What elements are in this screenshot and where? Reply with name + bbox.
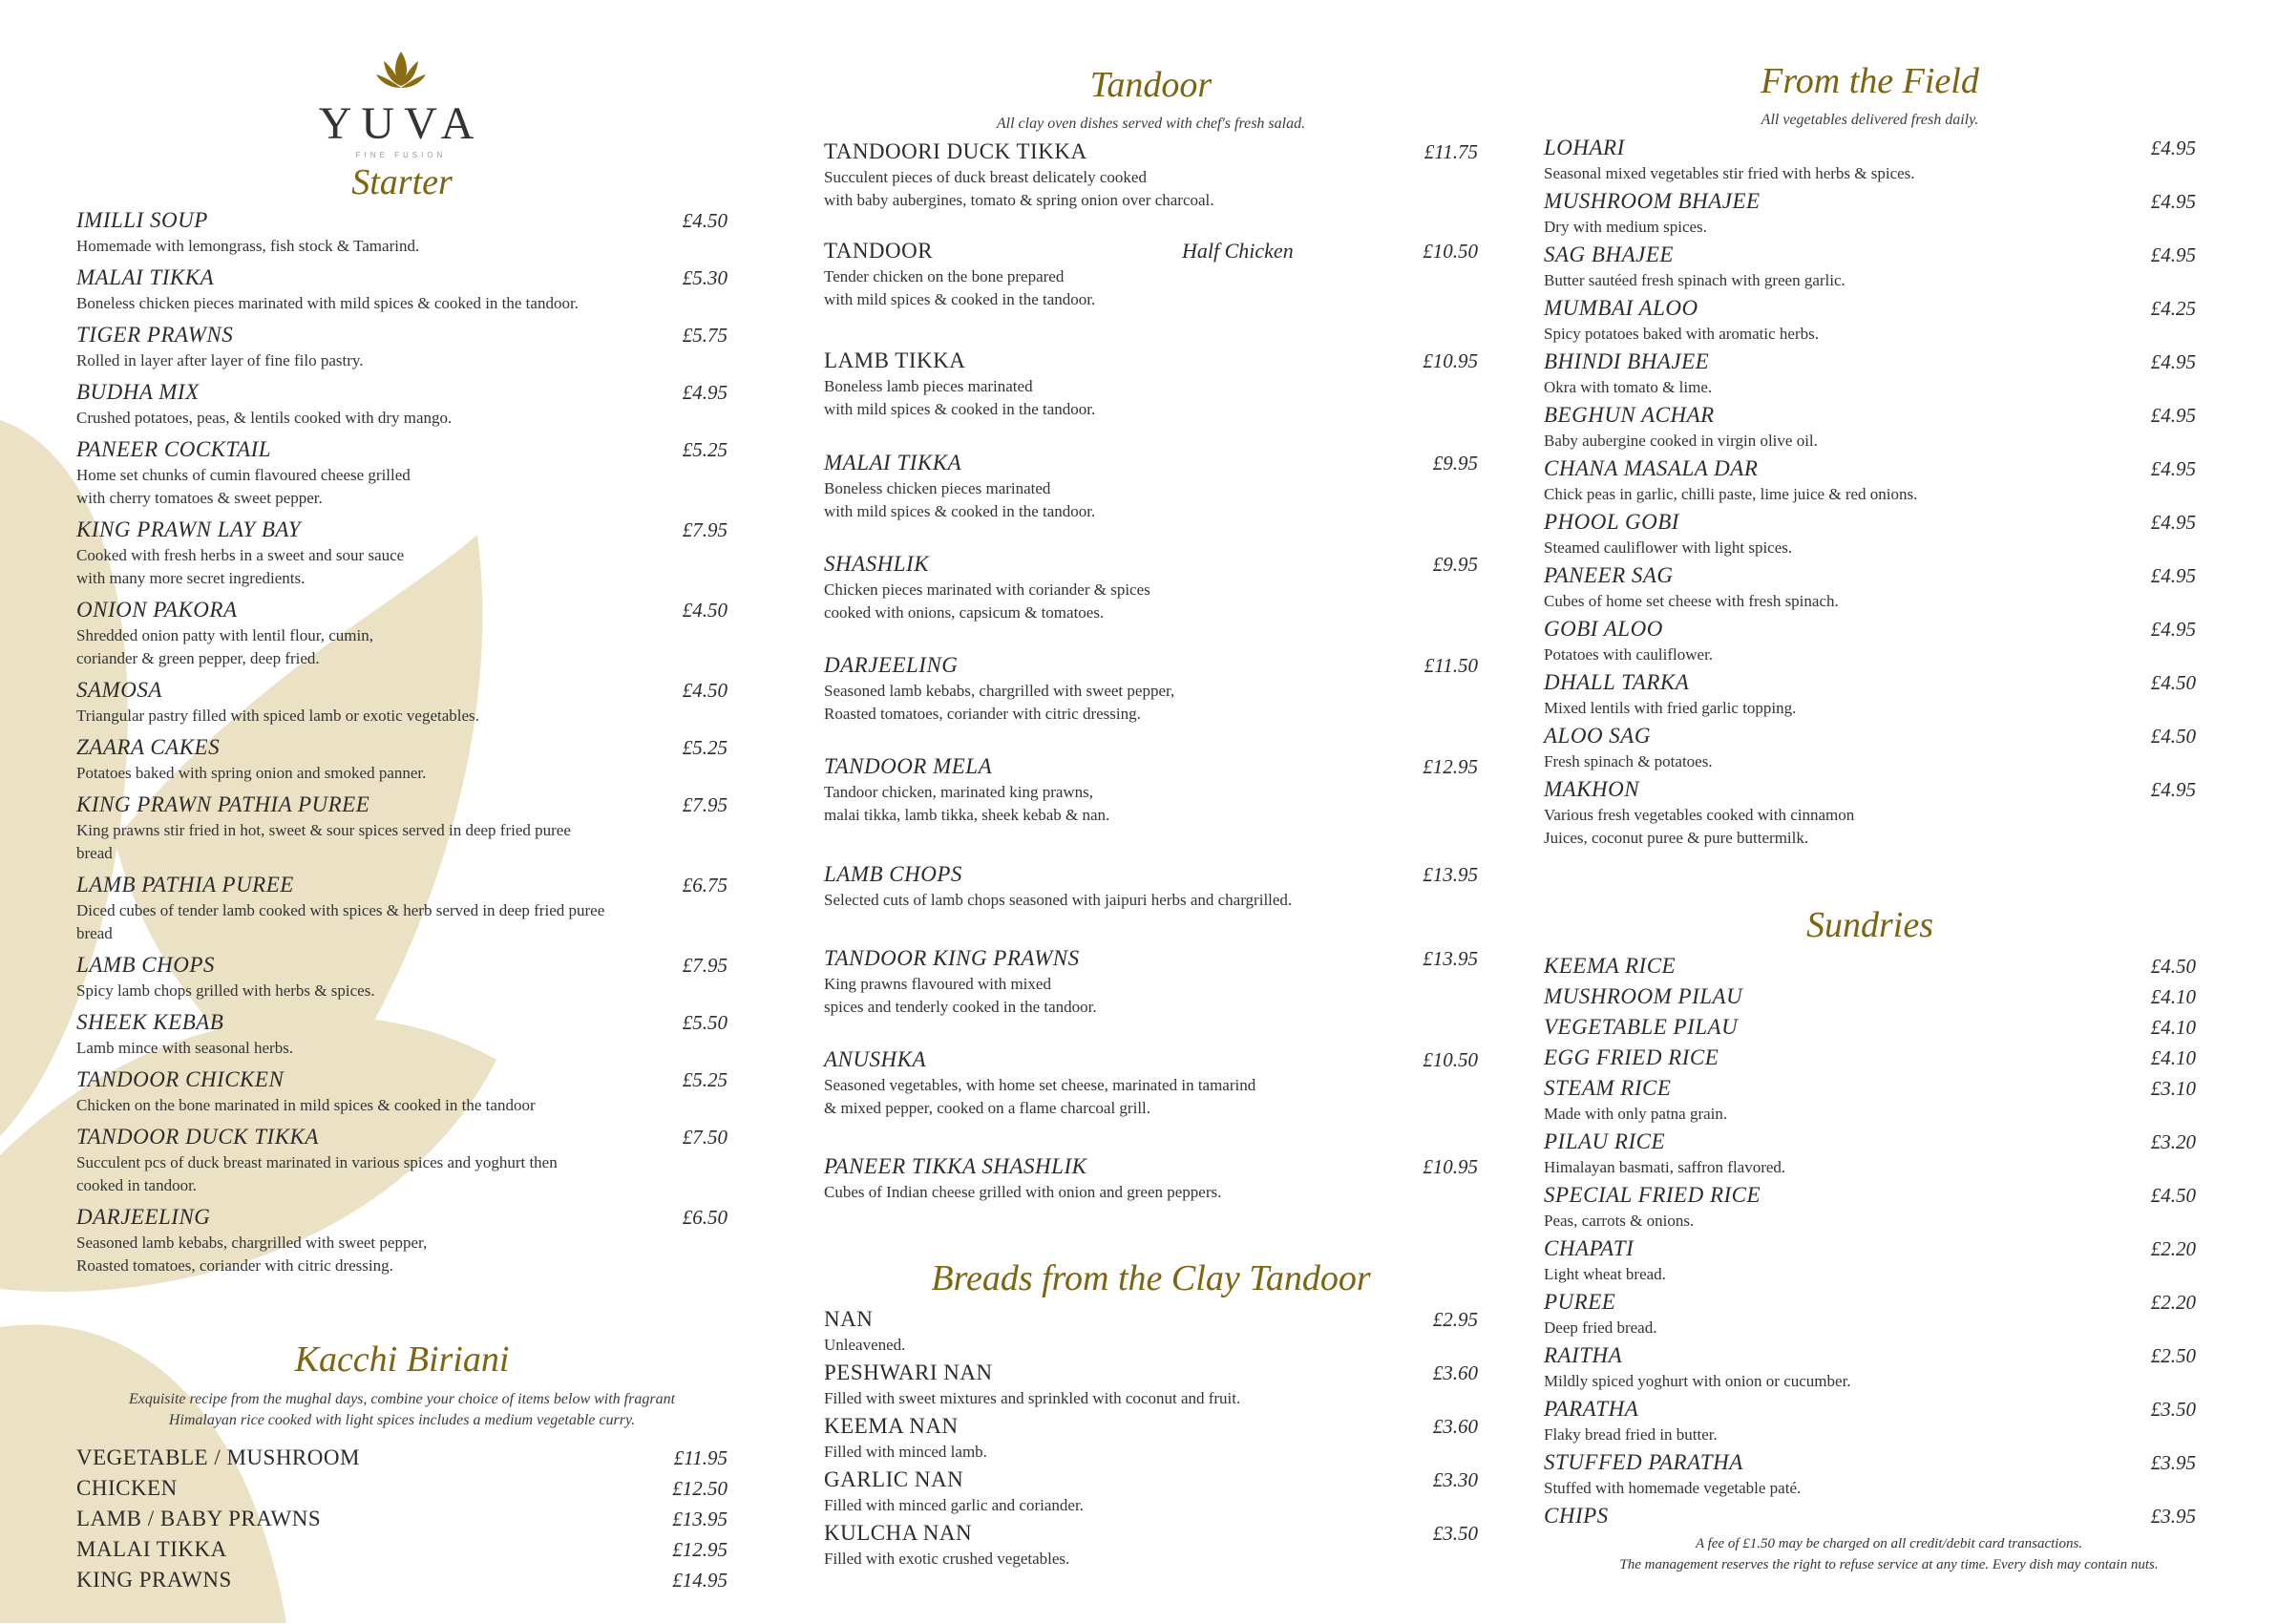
menu-item-description: Crushed potatoes, peas, & lentils cooked with dry mango. bbox=[76, 409, 453, 427]
menu-item bbox=[1544, 984, 2196, 1009]
menu-item bbox=[1544, 1236, 2196, 1286]
menu-item-price: £6.75 bbox=[682, 874, 728, 896]
menu-item-description: Okra with tomato & lime. bbox=[1544, 378, 1713, 396]
menu-item bbox=[1544, 1397, 2196, 1446]
menu-item-name: PILAU RICE bbox=[1544, 1129, 1666, 1153]
menu-item-price: £2.50 bbox=[2150, 1344, 2196, 1367]
menu-item-price: £12.95 bbox=[672, 1538, 728, 1561]
menu-item-description: Roasted tomatoes, coriander with citric dressing. bbox=[76, 1256, 393, 1275]
menu-item bbox=[1544, 456, 2196, 506]
menu-item bbox=[1544, 1450, 2196, 1500]
footer-fee-note: A fee of £1.50 may be charged on all credit/debit card transactions. bbox=[1695, 1536, 2083, 1551]
menu-item-price: £7.95 bbox=[682, 793, 728, 816]
menu-item-name: MALAI TIKKA bbox=[824, 451, 962, 475]
menu-item-description: cooked with onions, capsicum & tomatoes. bbox=[824, 603, 1105, 622]
menu-item-description: Lamb mince with seasonal herbs. bbox=[76, 1039, 294, 1057]
menu-item bbox=[1544, 1343, 2196, 1393]
menu-item bbox=[1544, 1015, 2196, 1040]
menu-item-name: TANDOORI DUCK TIKKA bbox=[824, 139, 1087, 163]
menu-item-name: MALAI TIKKA bbox=[76, 1537, 227, 1561]
menu-item bbox=[76, 437, 728, 510]
menu-item-description: Cooked with fresh herbs in a sweet and sour sauce bbox=[76, 546, 405, 564]
menu-item-description: Succulent pcs of duck breast marinated in various spices and yoghurt then bbox=[76, 1153, 558, 1171]
menu-item-description: with mild spices & cooked in the tandoor. bbox=[824, 400, 1096, 418]
menu-item-price: £4.50 bbox=[2150, 955, 2196, 978]
menu-item-description: Chicken pieces marinated with coriander & spices bbox=[824, 580, 1150, 599]
menu-item-price: £4.50 bbox=[2150, 671, 2196, 694]
menu-item bbox=[824, 348, 1478, 421]
menu-item bbox=[1544, 1076, 2196, 1126]
menu-item-price: £6.50 bbox=[682, 1206, 728, 1229]
field-title: From the Field bbox=[1761, 61, 1979, 101]
menu-item-name: LOHARI bbox=[1544, 136, 1625, 159]
menu-item bbox=[76, 265, 728, 315]
menu-item-price: £10.50 bbox=[1423, 240, 1478, 263]
menu-item-name: MUSHROOM PILAU bbox=[1544, 984, 1743, 1008]
menu-item-price: £3.30 bbox=[1432, 1468, 1478, 1491]
menu-item-name: MUMBAI ALOO bbox=[1544, 296, 1698, 320]
brand-tagline: FINE FUSION bbox=[355, 151, 447, 159]
menu-item bbox=[824, 862, 1478, 912]
menu-item-price: £2.20 bbox=[2150, 1237, 2196, 1260]
menu-item-price: £4.50 bbox=[2150, 725, 2196, 748]
menu-item-price: £4.95 bbox=[2150, 137, 2196, 159]
menu-item-price: £5.25 bbox=[682, 736, 728, 759]
menu-item bbox=[76, 1010, 728, 1060]
menu-item-name: DHALL TARKA bbox=[1544, 670, 1690, 694]
menu-item-price: £4.25 bbox=[2150, 297, 2196, 320]
menu-item-name: PANEER TIKKA SHASHLIK bbox=[824, 1154, 1087, 1178]
menu-item-description: Boneless lamb pieces marinated bbox=[824, 377, 1033, 395]
biriani-title: Kacchi Biriani bbox=[294, 1339, 510, 1380]
menu-item-name: BHINDI BHAJEE bbox=[1544, 349, 1710, 373]
menu-item-name: KEEMA NAN bbox=[824, 1414, 959, 1438]
menu-item-name: CHICKEN bbox=[76, 1476, 178, 1500]
menu-item-name: KULCHA NAN bbox=[824, 1521, 973, 1545]
menu-item-name: DARJEELING bbox=[76, 1205, 211, 1229]
menu-item-description: Seasonal mixed vegetables stir fried with herbs & spices. bbox=[1544, 164, 1915, 182]
menu-item-price: £14.95 bbox=[672, 1569, 728, 1592]
breads-title: Breads from the Clay Tandoor bbox=[931, 1258, 1371, 1298]
menu-item bbox=[824, 1521, 1478, 1571]
menu-item bbox=[1544, 1045, 2196, 1070]
menu-item-price: £4.50 bbox=[682, 599, 728, 622]
menu-item-description: coriander & green pepper, deep fried. bbox=[76, 649, 320, 667]
menu-item-price: £10.50 bbox=[1423, 1048, 1478, 1071]
menu-item-price: £11.95 bbox=[673, 1446, 728, 1469]
menu-item-name: RAITHA bbox=[1544, 1343, 1623, 1367]
menu-item bbox=[824, 1307, 1478, 1357]
menu-item bbox=[76, 208, 728, 258]
menu-item-price: £3.60 bbox=[1432, 1415, 1478, 1438]
menu-item-name: LAMB CHOPS bbox=[76, 953, 215, 977]
menu-item-name: CHAPATI bbox=[1544, 1236, 1635, 1260]
menu-item-description: Selected cuts of lamb chops seasoned with jaipuri herbs and chargrilled. bbox=[824, 891, 1293, 909]
menu-item-price: £9.95 bbox=[1432, 553, 1478, 576]
menu-item-price: £10.95 bbox=[1423, 349, 1478, 372]
menu-item-description: Various fresh vegetables cooked with cinnamon bbox=[1544, 806, 1855, 824]
menu-item bbox=[76, 1445, 728, 1470]
menu-item bbox=[76, 1537, 728, 1562]
menu-item-price: £5.30 bbox=[682, 266, 728, 289]
menu-item bbox=[1544, 243, 2196, 292]
menu-item-description: Filled with exotic crushed vegetables. bbox=[824, 1550, 1070, 1568]
menu-item bbox=[76, 1507, 728, 1531]
menu-item-name: EGG FRIED RICE bbox=[1544, 1045, 1719, 1069]
menu-item-description: Boneless chicken pieces marinated with mild spices & cooked in the tandoor. bbox=[76, 294, 579, 312]
menu-item-description: malai tikka, lamb tikka, sheek kebab & nan. bbox=[824, 806, 1110, 824]
menu-item bbox=[1544, 1504, 2196, 1529]
menu-item-price: £11.50 bbox=[1424, 654, 1478, 677]
menu-item-description: Butter sautéed fresh spinach with green garlic. bbox=[1544, 271, 1846, 289]
menu-item bbox=[1544, 296, 2196, 346]
menu-item bbox=[1544, 777, 2196, 850]
menu-item-price: £4.95 bbox=[2150, 564, 2196, 587]
menu-item-name: LAMB / BABY PRAWNS bbox=[76, 1507, 322, 1530]
menu-item bbox=[76, 873, 728, 945]
menu-item bbox=[1544, 563, 2196, 613]
menu-item bbox=[76, 735, 728, 785]
menu-item-description: King prawns flavoured with mixed bbox=[824, 975, 1051, 993]
menu-item-description: with mild spices & cooked in the tandoor. bbox=[824, 502, 1096, 520]
menu-item-description: with many more secret ingredients. bbox=[76, 569, 306, 587]
menu-item-name: MALAI TIKKA bbox=[76, 265, 215, 289]
menu-item-description: Filled with minced garlic and coriander. bbox=[824, 1496, 1084, 1514]
menu-item bbox=[1544, 954, 2196, 979]
menu-item-name: SHASHLIK bbox=[824, 552, 930, 576]
menu-item-name: PARATHA bbox=[1544, 1397, 1639, 1421]
menu-item-price: £4.95 bbox=[2150, 511, 2196, 534]
menu-item-name: CHIPS bbox=[1544, 1504, 1609, 1528]
menu-item bbox=[76, 678, 728, 728]
menu-item-name: LAMB CHOPS bbox=[824, 862, 962, 886]
biriani-subtitle-2: Himalayan rice cooked with light spices includes a medium vegetable curry. bbox=[168, 1412, 636, 1428]
menu-item-price: £5.75 bbox=[682, 324, 728, 347]
menu-item-description: Mixed lentils with fried garlic topping. bbox=[1544, 699, 1797, 717]
menu-item-description: Chicken on the bone marinated in mild spices & cooked in the tandoor bbox=[76, 1096, 536, 1114]
menu-item-name: PANEER SAG bbox=[1544, 563, 1674, 587]
menu-item bbox=[76, 792, 728, 865]
menu-item-name: SHEEK KEBAB bbox=[76, 1010, 224, 1034]
menu-item-name: ALOO SAG bbox=[1544, 724, 1651, 748]
menu-item-description: bread bbox=[76, 844, 113, 862]
menu-item-description: cooked in tandoor. bbox=[76, 1176, 198, 1194]
menu-item-price: £5.50 bbox=[682, 1011, 728, 1034]
menu-item-description: Juices, coconut puree & pure buttermilk. bbox=[1544, 829, 1809, 847]
menu-item-name: NAN bbox=[824, 1307, 874, 1331]
menu-item-description: King prawns stir fried in hot, sweet & sour spices served in deep fried puree bbox=[76, 821, 571, 839]
menu-item-description: Homemade with lemongrass, fish stock & Tamarind. bbox=[76, 237, 420, 255]
menu-item bbox=[76, 953, 728, 1002]
menu-item-name: PUREE bbox=[1544, 1290, 1616, 1314]
menu-item bbox=[824, 754, 1478, 827]
menu-item-price: £4.95 bbox=[2150, 457, 2196, 480]
menu-item-description: Mildly spiced yoghurt with onion or cucumber. bbox=[1544, 1372, 1851, 1390]
menu-item-price: £13.95 bbox=[1423, 947, 1478, 970]
menu-item-name: SAG BHAJEE bbox=[1544, 243, 1674, 266]
menu-item-price: £4.95 bbox=[2150, 618, 2196, 641]
menu-item-price: £4.95 bbox=[2150, 404, 2196, 427]
menu-item-name: DARJEELING bbox=[824, 653, 959, 677]
menu-item-price: £4.95 bbox=[2150, 243, 2196, 266]
menu-item-description: Peas, carrots & onions. bbox=[1544, 1212, 1695, 1230]
menu-item-price: £3.20 bbox=[2150, 1130, 2196, 1153]
menu-item bbox=[824, 552, 1478, 624]
menu-item-name: PESHWARI NAN bbox=[824, 1360, 993, 1384]
menu-item bbox=[1544, 510, 2196, 559]
menu-item-price: £4.95 bbox=[2150, 350, 2196, 373]
menu-item bbox=[76, 323, 728, 372]
menu-item-price: £11.75 bbox=[1424, 140, 1478, 163]
menu-item-description: Filled with sweet mixtures and sprinkled with coconut and fruit. bbox=[824, 1389, 1241, 1407]
menu-item-name: PHOOL GOBI bbox=[1544, 510, 1679, 534]
menu-item-price: £4.10 bbox=[2150, 1046, 2196, 1069]
menu-item-description: Himalayan basmati, saffron flavored. bbox=[1544, 1158, 1786, 1176]
menu-item-description: Filled with minced lamb. bbox=[824, 1443, 987, 1461]
menu-item-name: SAMOSA bbox=[76, 678, 162, 702]
menu-item-price: £3.95 bbox=[2150, 1451, 2196, 1474]
brand-name: YUVA bbox=[318, 98, 484, 149]
menu-item-description: Made with only patna grain. bbox=[1544, 1105, 1728, 1123]
menu-item bbox=[1544, 724, 2196, 773]
menu-item-name: TANDOOR CHICKEN bbox=[76, 1067, 285, 1091]
menu-item-name: CHANA MASALA DAR bbox=[1544, 456, 1759, 480]
menu-item-name: ANUSHKA bbox=[824, 1047, 926, 1071]
menu-item-description: Chick peas in garlic, chilli paste, lime juice & red onions. bbox=[1544, 485, 1918, 503]
menu-item bbox=[824, 653, 1478, 726]
menu-item-price: £4.95 bbox=[682, 381, 728, 404]
menu-item-description: Seasoned lamb kebabs, chargrilled with sweet pepper, bbox=[824, 682, 1175, 700]
menu-item-price: £4.50 bbox=[682, 679, 728, 702]
menu-item-description: Potatoes with cauliflower. bbox=[1544, 645, 1714, 664]
menu-item-description: Unleavened. bbox=[824, 1336, 906, 1354]
menu-item-description: Potatoes baked with spring onion and smoked panner. bbox=[76, 764, 427, 782]
menu-item bbox=[76, 1476, 728, 1501]
starter-title: Starter bbox=[351, 162, 453, 202]
menu-item-name: KING PRAWN PATHIA PUREE bbox=[76, 792, 370, 816]
menu-item-description: Tender chicken on the bone prepared bbox=[824, 267, 1065, 285]
menu-item-price: £13.95 bbox=[672, 1508, 728, 1530]
menu-item-name: GARLIC NAN bbox=[824, 1467, 964, 1491]
menu-item-description: Light wheat bread. bbox=[1544, 1265, 1666, 1283]
tandoor-title: Tandoor bbox=[1089, 65, 1213, 105]
menu-item-description: spices and tenderly cooked in the tandoor. bbox=[824, 998, 1097, 1016]
menu-item bbox=[1544, 1290, 2196, 1339]
brand-logo bbox=[277, 48, 525, 159]
menu-item bbox=[76, 1125, 728, 1197]
menu-item bbox=[824, 451, 1478, 523]
menu-item-description: Stuffed with homemade vegetable paté. bbox=[1544, 1479, 1802, 1497]
menu-item-price: £3.10 bbox=[2150, 1077, 2196, 1100]
menu-item bbox=[824, 1467, 1478, 1517]
menu-item-description: with mild spices & cooked in the tandoor. bbox=[824, 290, 1096, 308]
menu-item-name: IMILLI SOUP bbox=[76, 208, 208, 232]
menu-item-name: TANDOOR MELA bbox=[824, 754, 993, 778]
menu-item-price: £2.95 bbox=[1432, 1308, 1478, 1331]
menu-item bbox=[1544, 1129, 2196, 1179]
menu-item-description: Home set chunks of cumin flavoured cheese grilled bbox=[76, 466, 411, 484]
menu-item-name: LAMB TIKKA bbox=[824, 348, 966, 372]
menu-item-description: Triangular pastry filled with spiced lamb or exotic vegetables. bbox=[76, 707, 479, 725]
menu-item-description: Fresh spinach & potatoes. bbox=[1544, 752, 1713, 770]
menu-item-price: £3.50 bbox=[2150, 1398, 2196, 1421]
menu-item-description: with baby aubergines, tomato & spring onion over charcoal. bbox=[824, 191, 1214, 209]
menu-item-price: £4.95 bbox=[2150, 190, 2196, 213]
menu-item-description: & mixed pepper, cooked on a flame charcoal grill. bbox=[824, 1099, 1151, 1117]
menu-item-price: £4.10 bbox=[2150, 1016, 2196, 1039]
menu-item-price: £3.60 bbox=[1432, 1361, 1478, 1384]
menu-item-name: PANEER COCKTAIL bbox=[76, 437, 272, 461]
menu-item-description: Spicy lamb chops grilled with herbs & spices. bbox=[76, 981, 375, 1000]
menu-item-name: VEGETABLE / MUSHROOM bbox=[76, 1445, 360, 1469]
menu-item-price: £7.95 bbox=[682, 518, 728, 541]
menu-item-description: Seasoned lamb kebabs, chargrilled with sweet pepper, bbox=[76, 1234, 428, 1252]
menu-item-name: TANDOOR bbox=[824, 239, 934, 263]
menu-item-description: bread bbox=[76, 924, 113, 942]
menu-item-name: ZAARA CAKES bbox=[76, 735, 221, 759]
biriani-subtitle-1: Exquisite recipe from the mughal days, combine your choice of items below with fragrant bbox=[128, 1391, 676, 1407]
menu-item bbox=[76, 1067, 728, 1117]
menu-item-price: £5.25 bbox=[682, 438, 728, 461]
menu-item-description: Shredded onion patty with lentil flour, cumin, bbox=[76, 626, 373, 644]
menu-item bbox=[1544, 349, 2196, 399]
menu-item-price: £12.95 bbox=[1423, 755, 1478, 778]
footer-management-note: The management reserves the right to refuse service at any time. Every dish may contain nuts. bbox=[1619, 1557, 2159, 1572]
lotus-icon bbox=[374, 48, 428, 94]
menu-item bbox=[824, 1360, 1478, 1410]
menu-item-price: £12.50 bbox=[672, 1477, 728, 1500]
menu-item-price: £3.50 bbox=[1432, 1522, 1478, 1545]
menu-item-price: £4.95 bbox=[2150, 778, 2196, 801]
menu-item bbox=[76, 598, 728, 670]
menu-item bbox=[76, 1568, 728, 1592]
menu-item-description: Flaky bread fried in butter. bbox=[1544, 1425, 1718, 1444]
menu-item-price: £7.95 bbox=[682, 954, 728, 977]
menu-item-name: KING PRAWN LAY BAY bbox=[76, 517, 301, 541]
menu-item-name: TANDOOR DUCK TIKKA bbox=[76, 1125, 319, 1149]
menu-item-price: £4.50 bbox=[2150, 1184, 2196, 1207]
menu-item-name: GOBI ALOO bbox=[1544, 617, 1663, 641]
menu-item bbox=[1544, 189, 2196, 239]
menu-item-price: £3.95 bbox=[2150, 1505, 2196, 1528]
menu-item-description: Boneless chicken pieces marinated bbox=[824, 479, 1051, 497]
menu-item-description: Baby aubergine cooked in virgin olive oil. bbox=[1544, 432, 1818, 450]
menu-item-name: LAMB PATHIA PUREE bbox=[76, 873, 294, 896]
menu-item-description: Diced cubes of tender lamb cooked with spices & herb served in deep fried puree bbox=[76, 901, 605, 919]
sundries-title: Sundries bbox=[1806, 905, 1933, 945]
menu-item-price: £10.95 bbox=[1423, 1155, 1478, 1178]
menu-item-name: MAKHON bbox=[1544, 777, 1640, 801]
menu-item-name: KING PRAWNS bbox=[76, 1568, 232, 1592]
menu-item-name: VEGETABLE PILAU bbox=[1544, 1015, 1739, 1039]
tandoor-subtitle: All clay oven dishes served with chef's fresh salad. bbox=[996, 116, 1306, 132]
menu-item-description: Deep fried bread. bbox=[1544, 1318, 1657, 1337]
menu-item bbox=[824, 1154, 1478, 1204]
menu-item bbox=[76, 380, 728, 430]
menu-item-note: Half Chicken bbox=[1182, 239, 1294, 263]
menu-item bbox=[1544, 403, 2196, 453]
menu-item-price: £7.50 bbox=[682, 1126, 728, 1149]
menu-item-description: Roasted tomatoes, coriander with citric dressing. bbox=[824, 705, 1141, 723]
menu-item bbox=[1544, 617, 2196, 666]
menu-item-description: Spicy potatoes baked with aromatic herbs. bbox=[1544, 325, 1819, 343]
menu-item bbox=[824, 1047, 1478, 1120]
menu-item-name: TANDOOR KING PRAWNS bbox=[824, 946, 1080, 970]
menu-item bbox=[824, 239, 1478, 311]
menu-item-description: Succulent pieces of duck breast delicately cooked bbox=[824, 168, 1147, 186]
menu-item-price: £13.95 bbox=[1423, 863, 1478, 886]
menu-item-description: Seasoned vegetables, with home set cheese, marinated in tamarind bbox=[824, 1076, 1256, 1094]
menu-item-name: BEGHUN ACHAR bbox=[1544, 403, 1715, 427]
menu-item-price: £9.95 bbox=[1432, 452, 1478, 475]
field-subtitle: All vegetables delivered fresh daily. bbox=[1761, 112, 1979, 128]
menu-item-description: Cubes of Indian cheese grilled with onion and green peppers. bbox=[824, 1183, 1222, 1201]
menu-item-price: £5.25 bbox=[682, 1068, 728, 1091]
menu-item-name: SPECIAL FRIED RICE bbox=[1544, 1183, 1761, 1207]
menu-item bbox=[824, 1414, 1478, 1464]
menu-item bbox=[824, 946, 1478, 1019]
menu-item-price: £4.50 bbox=[682, 209, 728, 232]
menu-item-description: with cherry tomatoes & sweet pepper. bbox=[76, 489, 323, 507]
menu-item-name: ONION PAKORA bbox=[76, 598, 238, 622]
menu-item-name: STUFFED PARATHA bbox=[1544, 1450, 1743, 1474]
menu-item-description: Tandoor chicken, marinated king prawns, bbox=[824, 783, 1094, 801]
menu-item-name: KEEMA RICE bbox=[1544, 954, 1677, 978]
menu-item-description: Steamed cauliflower with light spices. bbox=[1544, 538, 1793, 557]
menu-item-name: BUDHA MIX bbox=[76, 380, 200, 404]
menu-item bbox=[824, 139, 1478, 212]
menu-item-name: MUSHROOM BHAJEE bbox=[1544, 189, 1761, 213]
menu-item-description: Cubes of home set cheese with fresh spinach. bbox=[1544, 592, 1839, 610]
menu-item bbox=[1544, 670, 2196, 720]
menu-item bbox=[76, 517, 728, 590]
menu-item bbox=[76, 1205, 728, 1277]
menu-item-name: TIGER PRAWNS bbox=[76, 323, 234, 347]
menu-item-price: £2.20 bbox=[2150, 1291, 2196, 1314]
menu-item-name: STEAM RICE bbox=[1544, 1076, 1672, 1100]
menu-item bbox=[1544, 136, 2196, 185]
menu-item-price: £4.10 bbox=[2150, 985, 2196, 1008]
menu-item bbox=[1544, 1183, 2196, 1233]
menu-item-description: Rolled in layer after layer of fine filo pastry. bbox=[76, 351, 364, 369]
menu-item-description: Dry with medium spices. bbox=[1544, 218, 1707, 236]
